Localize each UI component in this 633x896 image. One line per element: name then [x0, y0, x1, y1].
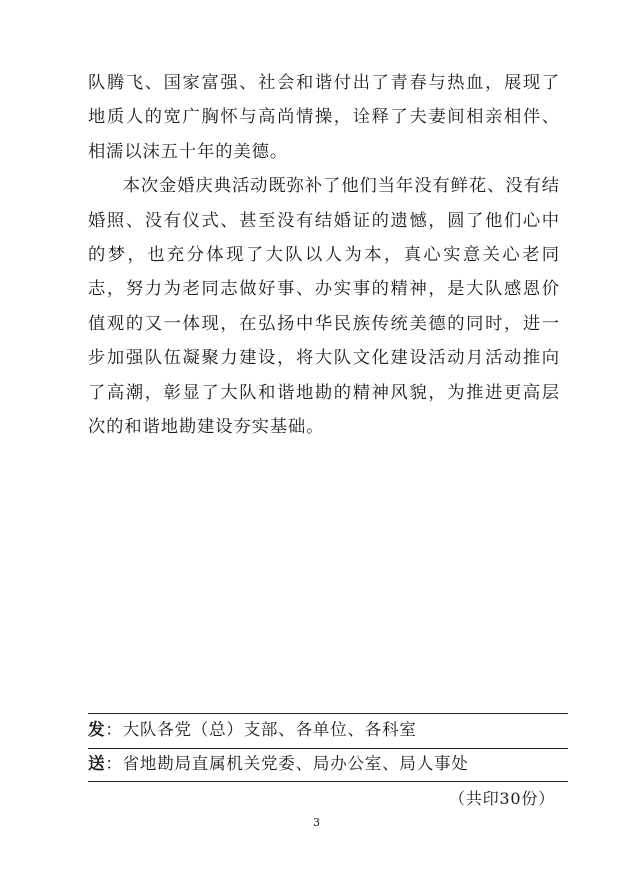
paragraph-celebration: 本次金婚庆典活动既弥补了他们当年没有鲜花、没有结婚照、没有仪式、甚至没有结婚证的遗憾，圆了他们心中的梦，也充分体现了大队以人为本，真心实意关心老同志，努力为老同志做好事、办实事的精神，是大队感恩价值观的又一体现，在弘扬中华民族传统美德的同时，进一步加强队伍凝聚力建设，将大队文化建设活动月活动推向了高潮，彰显了大队和谐地勘的精神风貌，为推进更高层次的和谐地勘建设夯实基础。: [88, 176, 560, 438]
paragraph-continuation: 队腾飞、国家富强、社会和谐付出了青春与热血，展现了地质人的宽广胸怀与高尚情操，诠释了夫妻间相亲相伴、相濡以沫五十年的美德。: [88, 73, 560, 162]
send-recipients: ：大队各党（总）支部、各单位、各科室: [105, 720, 417, 739]
print-copies-note: （共印30份）: [449, 789, 555, 808]
page-number: 3: [313, 816, 320, 829]
cc-row: [88, 753, 469, 775]
cc-recipients: ：省地勘局直属机关党委、局办公室、局人事处: [105, 754, 469, 773]
send-label: 发: [88, 720, 106, 739]
top-divider: [88, 713, 568, 714]
bottom-divider: [88, 781, 568, 782]
send-to-row: [88, 719, 417, 741]
cc-label: 送: [88, 754, 106, 773]
middle-divider: [88, 748, 568, 749]
body-text: [88, 66, 560, 444]
